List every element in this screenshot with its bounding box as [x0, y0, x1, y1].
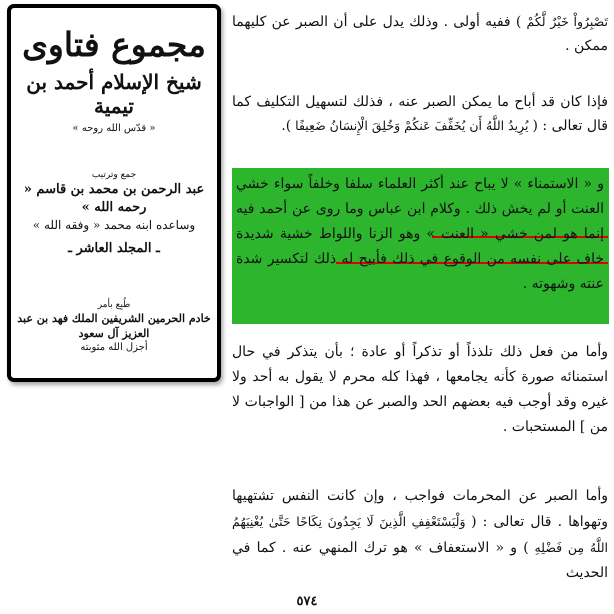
cover-assistant: وساعده ابنه محمد « وفقه الله » [32, 218, 196, 232]
cover-patron: خادم الحرمين الشريفين الملك فهد بن عبد العزيز آل سعود [17, 312, 211, 340]
quran-verse-3: وَلْيَسْتَعْفِفِ الَّذِينَ لَا يَجِدُونَ نِكَاحًا حَتَّىٰ يُغْنِيَهُمُ اللَّهُ مِن فَضْلِهِ [232, 514, 608, 555]
cover-compiled-label: جمع وترتيب [91, 170, 137, 180]
cover-expense: أجزل الله مثوبته [80, 342, 148, 353]
paragraph-4: وأما من فعل ذلك تلذذاً أو تذكراً أو عادة ؛ بأن يتذكر في حال استمنائه صورة كأنه يجامعها ، فهذا كله محرم لا يقول به أحد ولا غيره وقد أوجب فيه بعضهم الحد والصبر عن هذا من [ الواجبات لا من ] المستحبات . [232, 344, 608, 435]
paragraph-3-highlighted: و « الاستمناء » لا يباح عند أكثر العلماء سلفا وخلفاً سواء خشي العنت أو لم يخش ذلك . وكلام ابن عباس وما روى عن أحمد فيه إنما هو لمن خشي « العنت » وهو الزنا واللواط خشية شديدة خاف على نفسه من الوقوع في ذلك فأبيح له ذلك لتكسير شدة عنته وشهوته . [236, 176, 604, 292]
quran-verse-1: تَصْبِرُواْ خَيْرٌ لَّكُمْ [526, 14, 608, 29]
paragraph-1: تَصْبِرُواْ خَيْرٌ لَّكُمْ ) ففيه أولى . وذلك يدل على أن الصبر عن كليهما ممكن . [232, 14, 608, 54]
cover-dua: « قدّس الله روحه » [72, 123, 156, 134]
paragraph-5: وأما الصبر عن المحرمات فواجب ، وإن كانت النفس تشتهيها وتهواها . قال تعالى : ( وَلْيَسْتَعْفِفِ الَّذِينَ لَا يَجِدُونَ نِكَاحًا حَتَّىٰ يُغْنِيَهُمُ اللَّهُ مِن فَضْلِهِ ) و « الاستعفاف » هو ترك المنهي عنه . كما في الحديث [232, 488, 608, 581]
paragraph-2: فإذا كان قد أباح ما يمكن الصبر عنه ، فذلك لتسهيل التكليف كما قال تعالى : ( يُرِيدُ اللَّهُ أَن يُخَفِّفَ عَنكُمْ وَخُلِقَ الْإِنسَانُ ضَعِيفًا ). [232, 94, 608, 134]
cover-print-order: طُبِع بأمر [97, 300, 131, 310]
book-cover [7, 4, 221, 382]
quran-verse-2: يُرِيدُ اللَّهُ أَن يُخَفِّفَ عَنكُمْ وَخُلِقَ الْإِنسَانُ ضَعِيفًا [291, 118, 533, 133]
cover-author: شيخ الإسلام أحمد بن تيمية [26, 70, 202, 118]
cover-title: مجموع فتاوى [22, 25, 206, 64]
cover-editor: عبد الرحمن بن محمد بن قاسم « رحمه الله » [23, 182, 205, 215]
cover-volume: ـ المجلد العاشر ـ [68, 241, 160, 256]
page-number: ٥٧٤ [296, 594, 318, 609]
